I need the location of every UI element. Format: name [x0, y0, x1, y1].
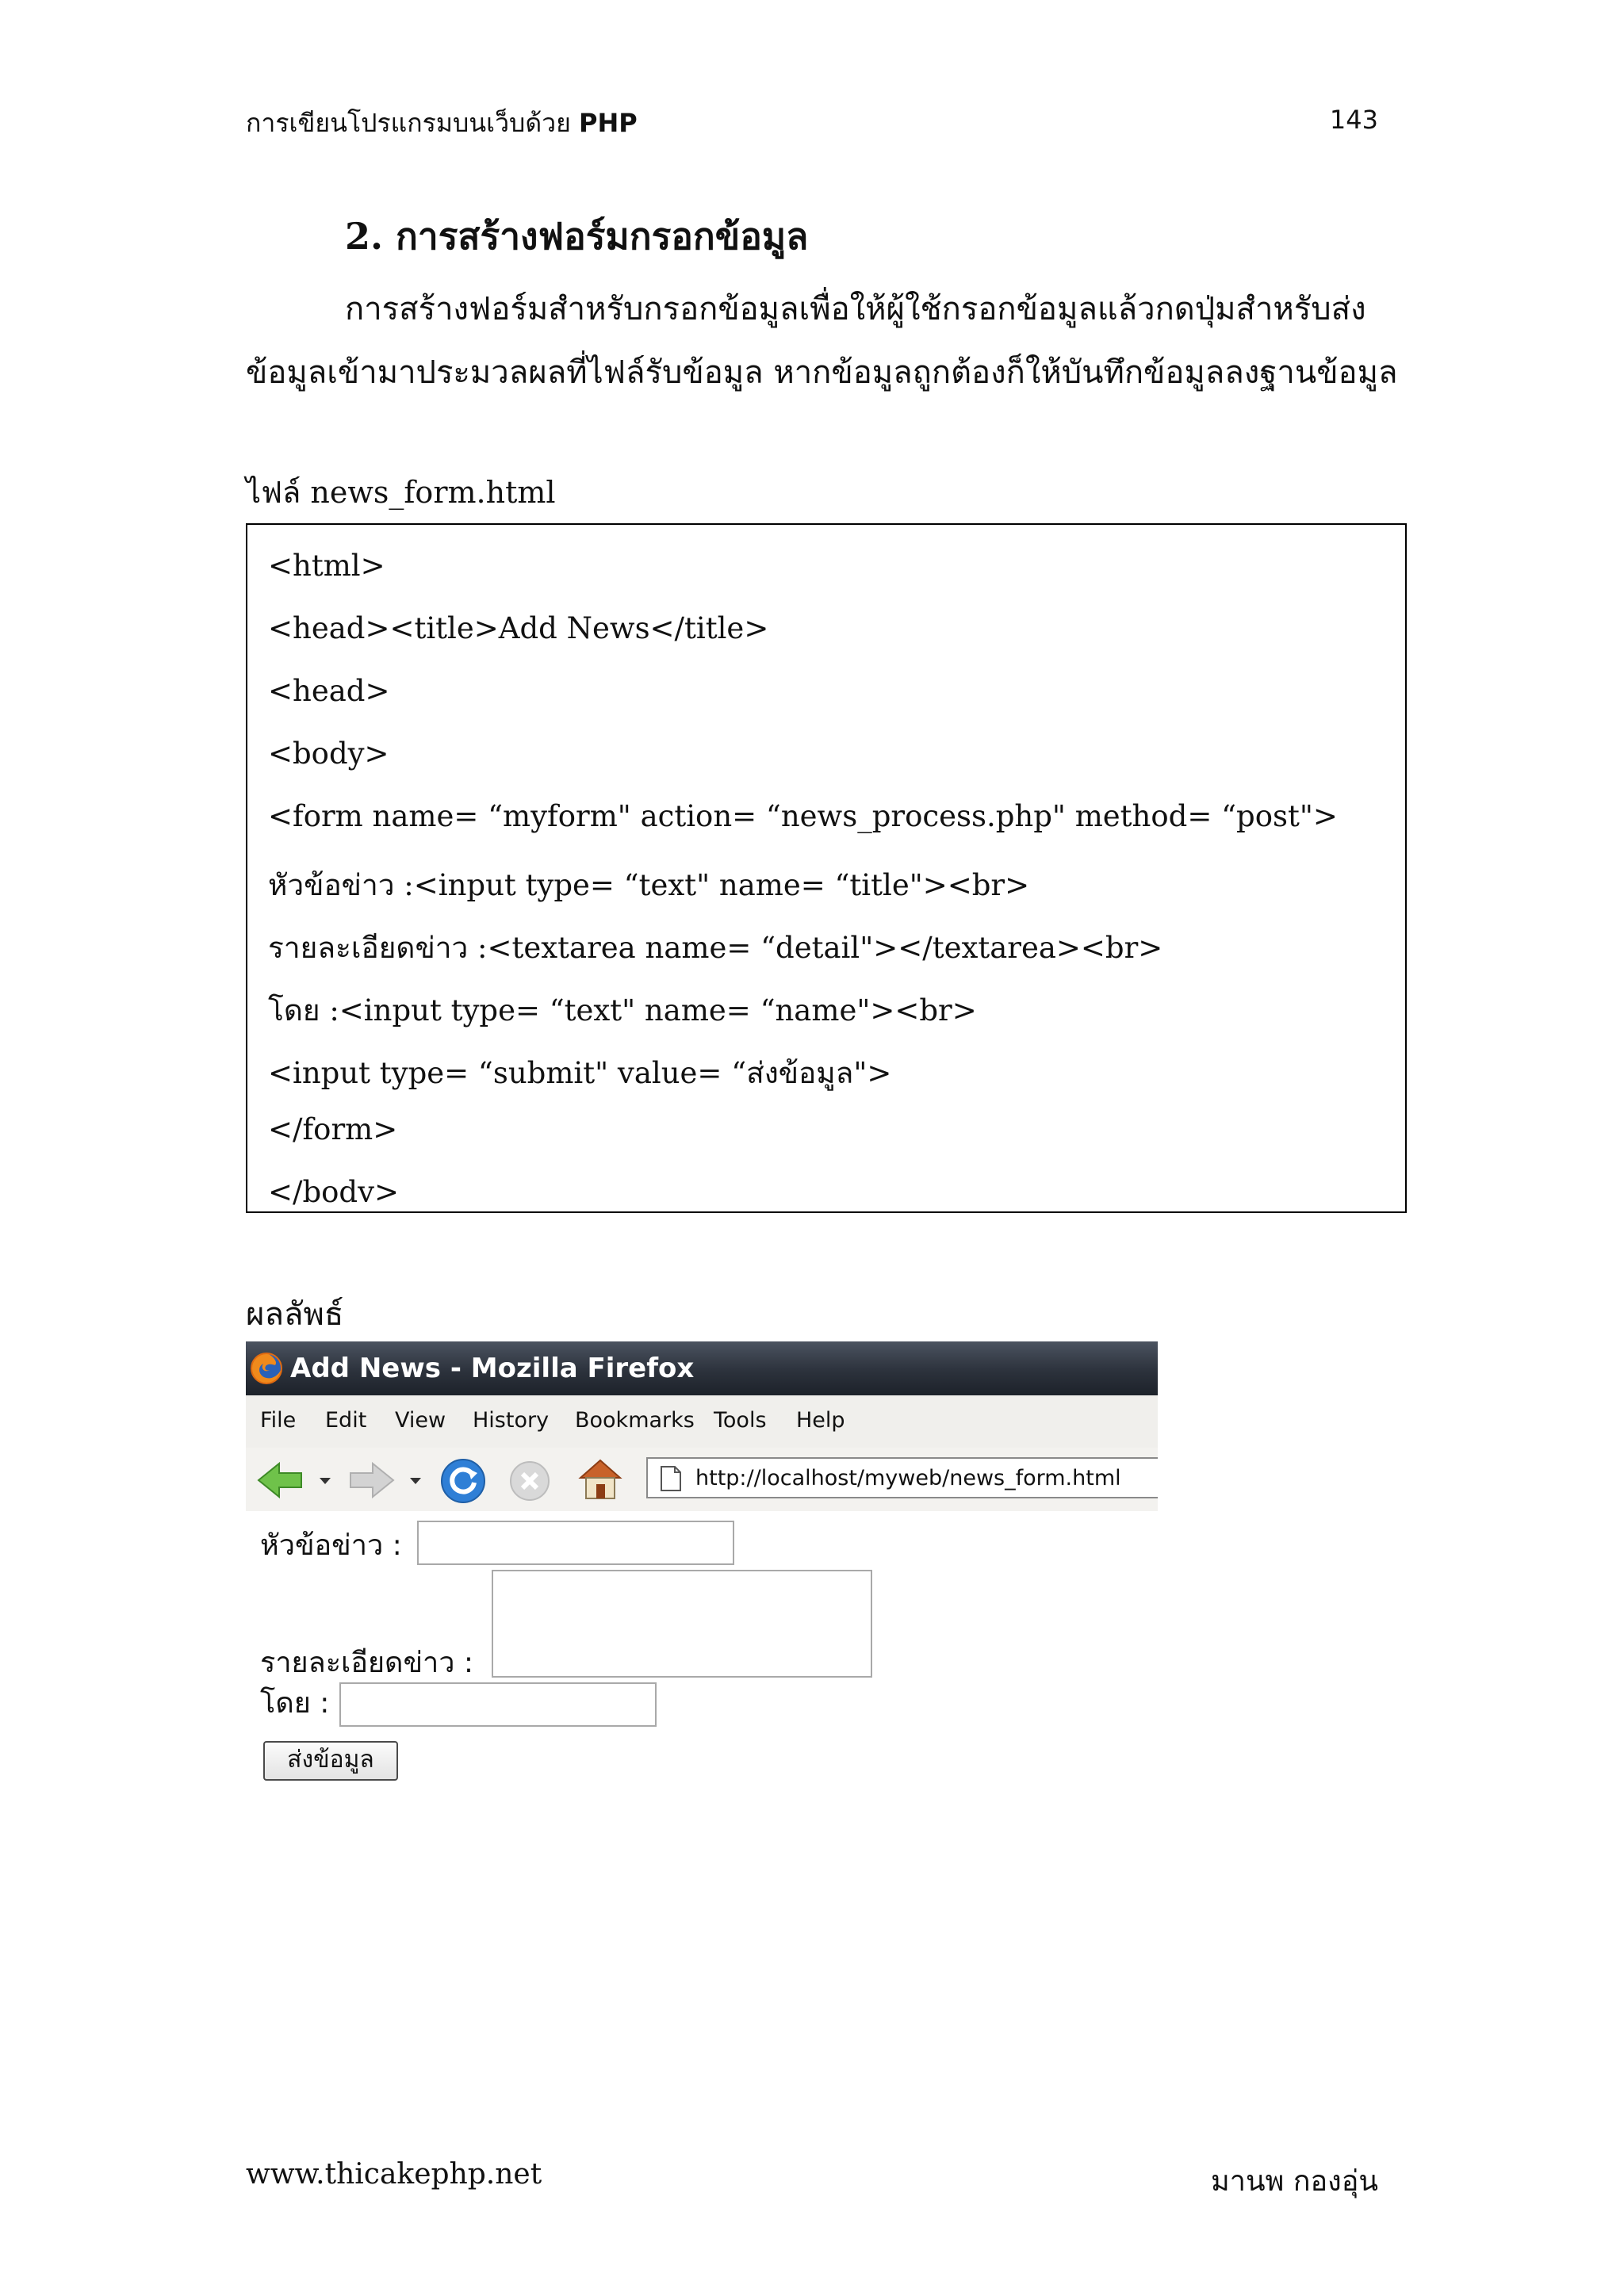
- file-label: ไฟล์ news_form.html: [246, 475, 556, 510]
- address-bar[interactable]: [646, 1457, 1158, 1498]
- menu-edit[interactable]: Edit: [325, 1408, 367, 1433]
- menu-file[interactable]: File: [260, 1408, 297, 1433]
- menu-bookmarks[interactable]: Bookmarks: [575, 1408, 695, 1433]
- code-line: <head>: [268, 674, 390, 708]
- footer-website: www.thicakephp.net: [246, 2158, 542, 2191]
- paragraph-line-1: การสร้างฟอร์มสำหรับกรอกข้อมูลเพื่อให้ผู้ใช้กรอกข้อมูลแล้วกดปุ่มสำหรับส่ง: [345, 291, 1366, 327]
- menu-bar: [246, 1395, 1158, 1448]
- header-title-php: PHP: [579, 108, 638, 138]
- code-line: <html>: [268, 549, 385, 583]
- code-line: </bodv>: [268, 1175, 400, 1209]
- browser-titlebar: [246, 1341, 1158, 1395]
- code-line: <body>: [268, 737, 389, 771]
- page-number: 143: [1329, 105, 1378, 135]
- firefox-logo-icon: [249, 1351, 284, 1386]
- code-line: โดย :<input type= “text" name= “name"><br>: [268, 993, 977, 1027]
- url-text: http://localhost/myweb/news_form.html: [695, 1466, 1121, 1490]
- result-label: ผลลัพธ์: [246, 1296, 344, 1333]
- footer-author: มานพ กองอุ่น: [1211, 2165, 1378, 2198]
- code-line: <head><title>Add News</title>: [268, 611, 769, 645]
- submit-button[interactable]: ส่งข้อมูล: [263, 1741, 398, 1781]
- header-title-thai: การเขียนโปรแกรมบนเว็บด้วย: [246, 108, 571, 138]
- dropdown-icon[interactable]: [409, 1476, 422, 1486]
- browser-screenshot: [246, 1341, 1158, 1785]
- stop-icon[interactable]: [508, 1459, 552, 1503]
- code-line: หัวข้อข่าว :<input type= “text" name= “title"><br>: [268, 868, 1030, 902]
- running-header: [246, 103, 638, 144]
- menu-view[interactable]: View: [395, 1408, 446, 1433]
- title-input[interactable]: [417, 1521, 734, 1565]
- section-title: 2. การสร้างฟอร์มกรอกข้อมูล: [345, 215, 809, 258]
- home-icon[interactable]: [576, 1456, 625, 1502]
- code-listing: [246, 523, 1407, 1213]
- title-field-label: หัวข้อข่าว :: [260, 1529, 402, 1562]
- page-icon: [659, 1465, 683, 1492]
- code-line: </form>: [268, 1112, 398, 1146]
- detail-textarea[interactable]: [492, 1570, 872, 1678]
- browser-page-content: [246, 1511, 1158, 1785]
- name-input[interactable]: [339, 1682, 657, 1727]
- code-line: <form name= “myform" action= “news_process.php" method= “post">: [268, 799, 1338, 833]
- menu-history[interactable]: History: [473, 1408, 550, 1433]
- menu-help[interactable]: Help: [796, 1408, 845, 1433]
- dropdown-icon[interactable]: [319, 1476, 331, 1486]
- paragraph-line-2: ข้อมูลเข้ามาประมวลผลที่ไฟล์รับข้อมูล หากข้อมูลถูกต้องก็ให้บันทึกข้อมูลลงฐานข้อมูล: [246, 354, 1398, 391]
- section-paragraph: [246, 277, 1398, 404]
- forward-arrow-icon[interactable]: [347, 1460, 396, 1500]
- menu-tools[interactable]: Tools: [714, 1408, 767, 1433]
- detail-field-label: รายละเอียดข่าว :: [260, 1647, 474, 1679]
- navigation-toolbar: [246, 1448, 1158, 1513]
- code-line: <input type= “submit" value= “ส่งข้อมูล">: [268, 1056, 892, 1090]
- reload-icon[interactable]: [439, 1457, 487, 1505]
- code-line: รายละเอียดข่าว :<textarea name= “detail"></textarea><br>: [268, 931, 1163, 965]
- window-title: Add News - Mozilla Firefox: [290, 1353, 695, 1384]
- name-field-label: โดย :: [260, 1687, 330, 1720]
- back-arrow-icon[interactable]: [255, 1460, 304, 1500]
